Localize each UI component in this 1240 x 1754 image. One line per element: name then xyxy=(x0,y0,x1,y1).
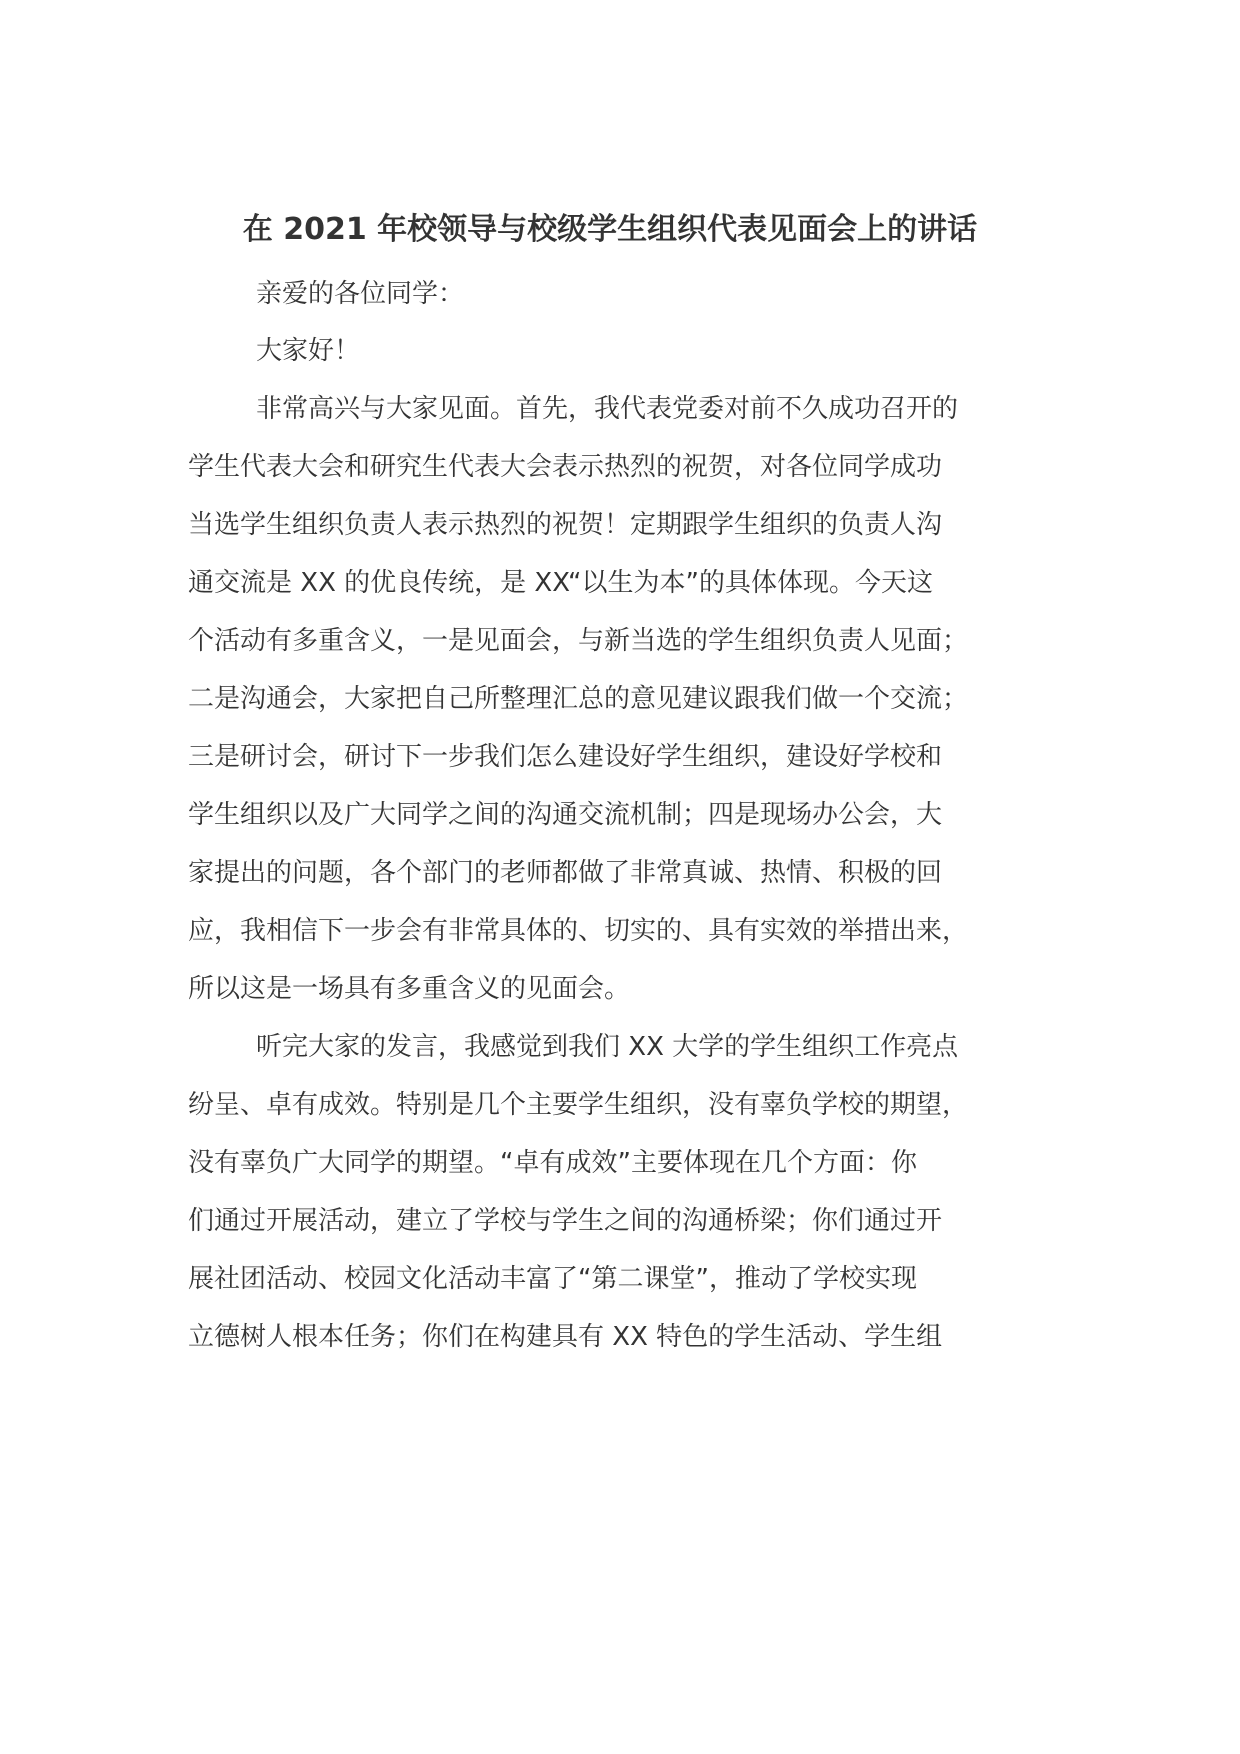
paragraph-line: 个活动有多重含义，一是见面会，与新当选的学生组织负责人见面； xyxy=(188,626,969,656)
paragraph-line: 纷呈、卓有成效。特别是几个主要学生组织，没有辜负学校的期望， xyxy=(188,1090,969,1120)
paragraph-line: 所以这是一场具有多重含义的见面会。 xyxy=(188,974,631,1004)
paragraph-line: 通交流是 XX 的优良传统，是 XX“以生为本”的具体体现。今天这 xyxy=(188,568,933,598)
paragraph-line: 二是沟通会，大家把自己所整理汇总的意见建议跟我们做一个交流； xyxy=(188,684,969,714)
paragraph-line: 家提出的问题，各个部门的老师都做了非常真诚、热情、积极的回 xyxy=(188,858,943,888)
paragraph-line: 学生代表大会和研究生代表大会表示热烈的祝贺，对各位同学成功 xyxy=(188,452,943,482)
paragraph-line: 当选学生组织负责人表示热烈的祝贺！定期跟学生组织的负责人沟 xyxy=(188,510,943,540)
paragraph-line: 应，我相信下一步会有非常具体的、切实的、具有实效的举措出来， xyxy=(188,916,969,946)
paragraph-line: 展社团活动、校园文化活动丰富了“第二课堂”，推动了学校实现 xyxy=(188,1264,917,1294)
salutation-line: 大家好！ xyxy=(256,336,361,366)
paragraph-line: 听完大家的发言，我感觉到我们 XX 大学的学生组织工作亮点 xyxy=(256,1032,959,1062)
paragraph-line: 没有辜负广大同学的期望。“卓有成效”主要体现在几个方面：你 xyxy=(188,1148,917,1178)
paragraph-line: 们通过开展活动，建立了学校与学生之间的沟通桥梁；你们通过开 xyxy=(188,1206,943,1236)
paragraph-line: 非常高兴与大家见面。首先，我代表党委对前不久成功召开的 xyxy=(256,394,959,424)
paragraph-line: 学生组织以及广大同学之间的沟通交流机制；四是现场办公会，大 xyxy=(188,800,943,830)
paragraph-line: 立德树人根本任务；你们在构建具有 XX 特色的学生活动、学生组 xyxy=(188,1322,943,1352)
document-title: 在 2021 年校领导与校级学生组织代表见面会上的讲话 xyxy=(242,212,978,247)
greeting-line: 亲爱的各位同学： xyxy=(256,279,465,309)
paragraph-line: 三是研讨会，研讨下一步我们怎么建设好学生组织，建设好学校和 xyxy=(188,742,943,772)
